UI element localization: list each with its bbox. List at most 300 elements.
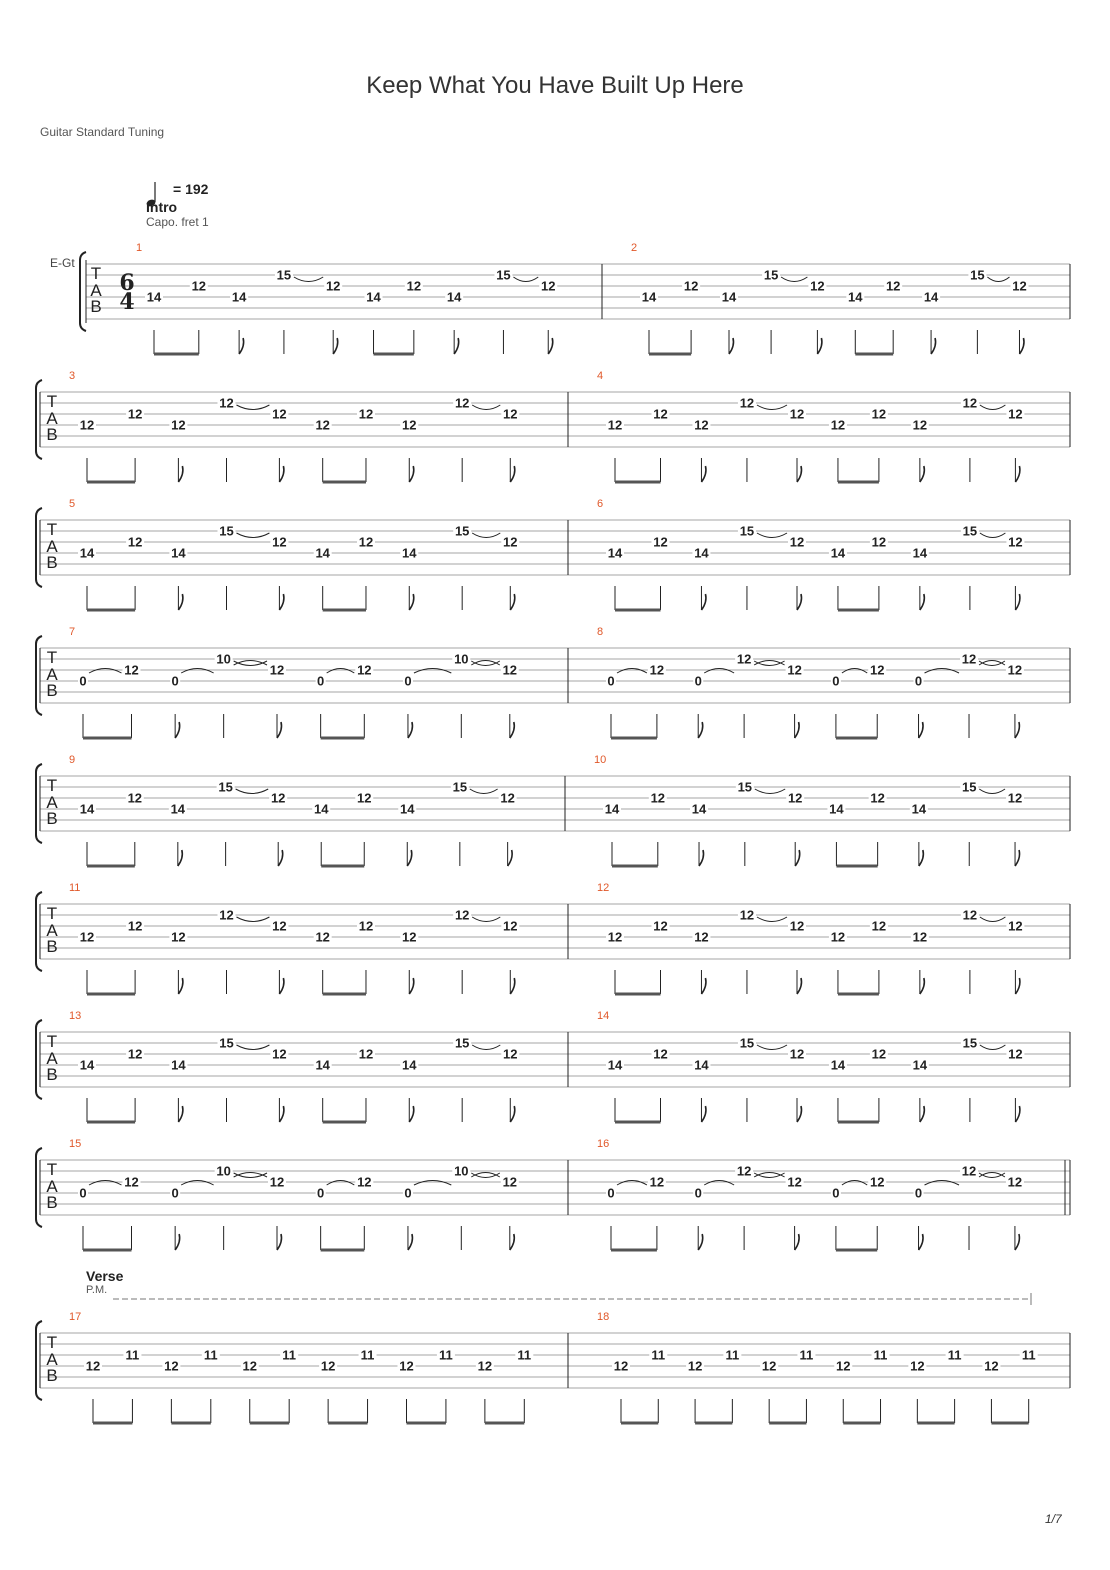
- section-verse-label: Verse: [86, 1268, 124, 1284]
- fret-number: 12: [962, 907, 978, 923]
- hammer-on-arc: [617, 669, 647, 674]
- fret-number: 15: [739, 523, 755, 539]
- fret-number: 14: [400, 801, 415, 817]
- fret-number: 12: [357, 790, 372, 806]
- fret-number: 12: [503, 534, 518, 550]
- fret-number: 12: [984, 1358, 999, 1374]
- fret-number: 12: [402, 929, 417, 945]
- measure-number: 13: [69, 1010, 82, 1022]
- fret-number: 12: [358, 918, 374, 934]
- fret-number: 14: [691, 801, 707, 817]
- tie-arc: [757, 1045, 787, 1050]
- fret-number: 12: [649, 662, 665, 678]
- fret-number: 12: [85, 1358, 101, 1374]
- tab-letter-b: B: [46, 1065, 58, 1084]
- fret-number: 12: [406, 278, 422, 294]
- fret-number: 12: [653, 918, 668, 934]
- fret-number: 14: [171, 545, 186, 561]
- tab-letter-b: B: [46, 553, 58, 572]
- tie-arc: [979, 789, 1005, 794]
- fret-number: 11: [651, 1347, 666, 1363]
- fret-number: 12: [653, 406, 668, 422]
- fret-number: 14: [171, 1057, 186, 1073]
- tie-arc: [234, 1173, 267, 1178]
- fret-number: 12: [830, 929, 846, 945]
- fret-number: 12: [454, 907, 470, 923]
- fret-number: 12: [836, 1358, 851, 1374]
- fret-number: 12: [761, 1358, 777, 1374]
- fret-number: 14: [604, 801, 620, 817]
- measure-number: 16: [597, 1138, 610, 1150]
- tie-arc: [754, 1173, 784, 1178]
- tie-arc: [470, 789, 498, 794]
- note-flag: [1015, 466, 1020, 482]
- fret-number: 15: [962, 1035, 978, 1051]
- fret-number: 12: [402, 417, 417, 433]
- tab-letter-a: A: [46, 1049, 58, 1068]
- fret-number: 0: [171, 1185, 179, 1201]
- fret-number: 12: [789, 406, 805, 422]
- fret-number: 12: [1008, 918, 1023, 934]
- fret-number: 12: [736, 1163, 752, 1179]
- note-flag: [409, 1106, 414, 1122]
- fret-number: 12: [787, 1174, 802, 1190]
- fret-number: 12: [787, 790, 803, 806]
- fret-number: 14: [170, 801, 186, 817]
- fret-number: 14: [79, 801, 95, 817]
- fret-number: 12: [164, 1358, 179, 1374]
- fret-number: 11: [125, 1347, 140, 1363]
- tie-arc: [757, 405, 787, 410]
- note-flag: [699, 850, 704, 866]
- note-flag: [510, 1234, 515, 1250]
- tie-arc: [980, 533, 1006, 538]
- measure-number: 14: [597, 1010, 610, 1022]
- song-title: Keep What You Have Built Up Here: [366, 72, 744, 99]
- hammer-on-arc: [842, 1181, 867, 1186]
- note-flag: [795, 722, 800, 738]
- fret-number: 11: [873, 1347, 888, 1363]
- fret-number: 12: [269, 662, 285, 678]
- fret-number: 12: [358, 534, 374, 550]
- fret-number: 12: [500, 790, 515, 806]
- hammer-on-arc: [89, 1181, 122, 1186]
- fret-number: 12: [242, 1358, 257, 1374]
- note-flag: [920, 466, 925, 482]
- tab-letter-b: B: [46, 937, 58, 956]
- note-flag: [175, 1234, 180, 1250]
- tie-arc: [757, 917, 787, 922]
- fret-number: 12: [127, 918, 143, 934]
- hammer-on-arc: [704, 1181, 734, 1186]
- fret-number: 12: [961, 651, 977, 667]
- fret-number: 12: [912, 929, 928, 945]
- slide-arc: [234, 661, 267, 666]
- fret-number: 12: [272, 1046, 287, 1062]
- section-intro-label: Intro: [146, 199, 178, 215]
- measure-number: 2: [631, 242, 638, 254]
- fret-number: 12: [1008, 406, 1023, 422]
- time-signature-bottom: 4: [119, 289, 135, 315]
- fret-number: 12: [272, 406, 287, 422]
- fret-number: 14: [402, 1057, 417, 1073]
- fret-number: 12: [961, 1163, 977, 1179]
- fret-number: 12: [912, 417, 928, 433]
- fret-number: 12: [683, 278, 699, 294]
- fret-number: 14: [829, 801, 844, 817]
- tie-arc: [234, 661, 267, 666]
- hammer-on-arc: [925, 669, 959, 674]
- fret-number: 14: [830, 545, 846, 561]
- measure-number: 9: [69, 754, 76, 766]
- note-flag: [919, 722, 924, 738]
- hammer-on-arc: [842, 669, 867, 674]
- fret-number: 12: [272, 534, 287, 550]
- hammer-on-arc: [925, 1181, 959, 1186]
- note-flag: [278, 850, 283, 866]
- fret-number: 14: [923, 289, 939, 305]
- measure-number: 10: [594, 754, 607, 766]
- fret-number: 0: [79, 1185, 87, 1201]
- fret-number: 12: [502, 1174, 518, 1190]
- note-flag: [178, 850, 183, 866]
- fret-number: 14: [607, 545, 623, 561]
- fret-number: 12: [320, 1358, 336, 1374]
- fret-number: 14: [721, 289, 737, 305]
- fret-number: 12: [477, 1358, 493, 1374]
- measure-number: 18: [597, 1311, 610, 1323]
- fret-number: 12: [270, 790, 286, 806]
- note-flag: [795, 1234, 800, 1250]
- fret-number: 15: [454, 523, 470, 539]
- hammer-on-arc: [327, 1181, 355, 1186]
- fret-number: 12: [910, 1358, 925, 1374]
- fret-number: 0: [914, 673, 923, 689]
- measure-number: 7: [69, 626, 76, 638]
- fret-number: 12: [454, 395, 470, 411]
- note-flag: [1015, 722, 1020, 738]
- fret-number: 12: [358, 1046, 374, 1062]
- fret-number: 14: [911, 801, 927, 817]
- note-flag: [409, 594, 414, 610]
- note-flag: [239, 338, 244, 354]
- fret-number: 0: [317, 673, 325, 689]
- fret-number: 0: [79, 673, 87, 689]
- measure-number: 8: [597, 626, 604, 638]
- tie-arc: [987, 277, 1009, 282]
- note-flag: [920, 594, 925, 610]
- measure-number: 17: [69, 1311, 82, 1323]
- fret-number: 11: [203, 1347, 218, 1363]
- fret-number: 12: [219, 907, 234, 923]
- fret-number: 15: [452, 779, 468, 795]
- fret-number: 12: [739, 907, 755, 923]
- tie-arc: [236, 789, 269, 794]
- fret-number: 10: [454, 1163, 469, 1179]
- note-flag: [1015, 850, 1020, 866]
- fret-number: 12: [124, 662, 139, 678]
- note-flag: [797, 1106, 802, 1122]
- tie-arc: [980, 1045, 1006, 1050]
- note-flag: [407, 850, 412, 866]
- fret-number: 12: [79, 929, 95, 945]
- fret-number: 12: [124, 1174, 139, 1190]
- fret-number: 10: [216, 651, 231, 667]
- note-flag: [510, 722, 515, 738]
- note-flag: [510, 1106, 515, 1122]
- tie-arc: [980, 917, 1006, 922]
- fret-number: 12: [871, 1046, 887, 1062]
- fret-number: 12: [694, 417, 709, 433]
- slide-arc: [234, 1173, 267, 1178]
- slide-arc: [754, 1173, 784, 1178]
- page-number: 1/7: [1045, 1512, 1062, 1526]
- fret-number: 12: [357, 662, 372, 678]
- tie-arc: [236, 405, 269, 410]
- tab-letter-t: T: [90, 264, 102, 283]
- fret-number: 12: [1007, 1174, 1023, 1190]
- fret-number: 0: [694, 673, 702, 689]
- fret-number: 12: [171, 417, 186, 433]
- note-flag: [701, 466, 706, 482]
- fret-number: 0: [404, 1185, 412, 1201]
- note-flag: [178, 978, 183, 994]
- note-flag: [729, 338, 734, 354]
- fret-number: 12: [830, 417, 846, 433]
- fret-number: 0: [607, 673, 615, 689]
- note-flag: [178, 466, 183, 482]
- tie-arc: [472, 1045, 500, 1050]
- fret-number: 12: [503, 918, 518, 934]
- fret-number: 12: [871, 534, 887, 550]
- note-flag: [919, 1234, 924, 1250]
- fret-number: 12: [736, 651, 752, 667]
- fret-number: 12: [127, 406, 143, 422]
- fret-number: 14: [313, 801, 329, 817]
- fret-number: 12: [694, 929, 709, 945]
- fret-number: 12: [127, 1046, 143, 1062]
- fret-number: 12: [399, 1358, 414, 1374]
- fret-number: 12: [787, 662, 802, 678]
- fret-number: 12: [127, 790, 143, 806]
- fret-number: 12: [541, 278, 556, 294]
- fret-number: 11: [1021, 1347, 1036, 1363]
- fret-number: 12: [219, 395, 234, 411]
- fret-number: 12: [127, 534, 143, 550]
- note-flag: [931, 338, 936, 354]
- note-flag: [919, 850, 924, 866]
- fret-number: 15: [219, 1035, 234, 1051]
- fret-number: 0: [832, 1185, 840, 1201]
- tab-letter-t: T: [46, 520, 58, 539]
- fret-number: 11: [360, 1347, 375, 1363]
- tab-letter-t: T: [46, 1333, 58, 1352]
- hammer-on-arc: [617, 1181, 647, 1186]
- fret-number: 14: [446, 289, 462, 305]
- fret-number: 12: [1008, 534, 1023, 550]
- fret-number: 15: [962, 523, 978, 539]
- fret-number: 12: [810, 278, 825, 294]
- fret-number: 12: [1007, 790, 1023, 806]
- note-flag: [409, 466, 414, 482]
- fret-number: 0: [914, 1185, 923, 1201]
- tab-letter-b: B: [90, 297, 102, 316]
- hammer-on-arc: [89, 669, 122, 674]
- note-flag: [1015, 1234, 1020, 1250]
- measure-number: 5: [69, 498, 76, 510]
- fret-number: 12: [789, 918, 805, 934]
- fret-number: 0: [317, 1185, 325, 1201]
- note-flag: [277, 1234, 282, 1250]
- hammer-on-arc: [704, 669, 734, 674]
- fret-number: 14: [912, 1057, 928, 1073]
- fret-number: 10: [216, 1163, 231, 1179]
- note-flag: [698, 1234, 703, 1250]
- fret-number: 14: [146, 289, 162, 305]
- tie-arc: [754, 661, 784, 666]
- tempo-marking: = 192: [173, 181, 209, 197]
- fret-number: 0: [404, 673, 412, 689]
- tie-arc: [472, 405, 500, 410]
- hammer-on-arc: [414, 669, 451, 674]
- fret-number: 12: [687, 1358, 703, 1374]
- tab-letter-b: B: [46, 425, 58, 444]
- note-flag: [408, 1234, 413, 1250]
- fret-number: 14: [315, 545, 330, 561]
- fret-number: 15: [962, 779, 977, 795]
- fret-number: 0: [171, 673, 179, 689]
- fret-number: 12: [358, 406, 374, 422]
- tab-letter-b: B: [46, 681, 58, 700]
- fret-number: 12: [325, 278, 341, 294]
- note-flag: [817, 338, 822, 354]
- fret-number: 15: [763, 267, 779, 283]
- hammer-on-arc: [414, 1181, 451, 1186]
- note-flag: [797, 594, 802, 610]
- tab-letter-a: A: [46, 409, 58, 428]
- fret-number: 12: [869, 1174, 885, 1190]
- fret-number: 12: [789, 1046, 805, 1062]
- measure-number: 15: [69, 1138, 82, 1150]
- fret-number: 12: [502, 662, 518, 678]
- fret-number: 11: [282, 1347, 297, 1363]
- tie-arc: [781, 277, 807, 282]
- note-flag: [1015, 978, 1020, 994]
- capo-label: Capo. fret 1: [146, 215, 209, 229]
- tie-arc: [513, 277, 538, 282]
- slide-arc: [979, 1173, 1005, 1178]
- note-flag: [510, 594, 515, 610]
- tab-letter-b: B: [46, 809, 58, 828]
- fret-number: 14: [402, 545, 417, 561]
- fret-number: 14: [848, 289, 863, 305]
- fret-number: 12: [962, 395, 978, 411]
- note-flag: [920, 978, 925, 994]
- note-flag: [701, 1106, 706, 1122]
- measure-number: 1: [136, 242, 143, 254]
- fret-number: 11: [725, 1347, 740, 1363]
- palm-mute-label: P.M.: [86, 1284, 108, 1296]
- fret-number: 12: [885, 278, 901, 294]
- fret-number: 14: [694, 1057, 709, 1073]
- note-flag: [409, 978, 414, 994]
- slide-arc: [979, 661, 1005, 666]
- fret-number: 12: [739, 395, 755, 411]
- fret-number: 12: [503, 1046, 518, 1062]
- tab-letter-a: A: [46, 537, 58, 556]
- fret-number: 15: [454, 1035, 470, 1051]
- measure-number: 12: [597, 882, 610, 894]
- tab-letter-a: A: [46, 1350, 58, 1369]
- fret-number: 15: [737, 779, 753, 795]
- tie-arc: [236, 1045, 269, 1050]
- tab-letter-t: T: [46, 1032, 58, 1051]
- fret-number: 15: [739, 1035, 755, 1051]
- tuning-label: Guitar Standard Tuning: [40, 125, 165, 139]
- fret-number: 14: [79, 545, 95, 561]
- fret-number: 15: [218, 779, 233, 795]
- fret-number: 12: [191, 278, 207, 294]
- time-signature-top: 6: [119, 270, 135, 296]
- fret-number: 12: [357, 1174, 372, 1190]
- note-flag: [279, 594, 284, 610]
- note-flag: [920, 1106, 925, 1122]
- measure-number: 3: [69, 370, 76, 382]
- tie-arc: [757, 533, 787, 538]
- fret-number: 11: [799, 1347, 814, 1363]
- slide-arc: [471, 1173, 500, 1178]
- tab-letter-t: T: [46, 392, 58, 411]
- fret-number: 14: [315, 1057, 330, 1073]
- note-flag: [701, 594, 706, 610]
- tie-arc: [980, 405, 1006, 410]
- note-flag: [508, 850, 513, 866]
- note-flag: [797, 466, 802, 482]
- fret-number: 12: [607, 417, 623, 433]
- note-flag: [1015, 594, 1020, 610]
- fret-number: 12: [1008, 1046, 1023, 1062]
- note-flag: [178, 594, 183, 610]
- fret-number: 15: [219, 523, 234, 539]
- note-flag: [175, 722, 180, 738]
- tie-arc: [236, 533, 269, 538]
- tab-letter-b: B: [46, 1193, 58, 1212]
- fret-number: 12: [870, 790, 885, 806]
- fret-number: 12: [871, 918, 887, 934]
- tab-letter-a: A: [46, 793, 58, 812]
- tab-letter-t: T: [46, 1160, 58, 1179]
- tab-letter-a: A: [90, 281, 102, 300]
- fret-number: 12: [869, 662, 885, 678]
- note-flag: [1019, 338, 1024, 354]
- tab-letter-t: T: [46, 648, 58, 667]
- fret-number: 0: [607, 1185, 615, 1201]
- tie-arc: [294, 277, 323, 282]
- fret-number: 12: [613, 1358, 629, 1374]
- fret-number: 10: [454, 651, 469, 667]
- fret-number: 14: [79, 1057, 95, 1073]
- note-flag: [279, 1106, 284, 1122]
- note-flag: [178, 1106, 183, 1122]
- tie-arc: [472, 533, 500, 538]
- instrument-label: E-Gt: [50, 256, 75, 270]
- hammer-on-arc: [181, 669, 214, 674]
- fret-number: 12: [315, 929, 330, 945]
- fret-number: 12: [650, 790, 666, 806]
- note-flag: [279, 466, 284, 482]
- fret-number: 12: [171, 929, 186, 945]
- note-flag: [333, 338, 338, 354]
